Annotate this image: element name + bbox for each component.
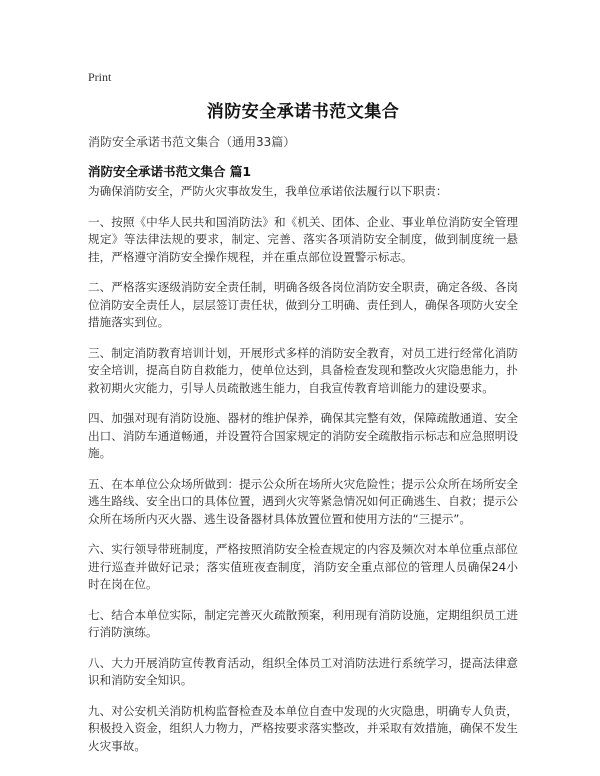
print-link[interactable]: Print [88, 70, 112, 84]
paragraph-item-8: 八、大力开展消防宣传教育活动，组织全体员工对消防法进行系统学习，提高法律意识和消防安全知识。 [88, 655, 518, 687]
paragraph-item-4: 四、加强对现有消防设施、器材的维护保养，确保其完整有效，保障疏散通道、安全出口、消防车通道畅通，并设置符合国家规定的消防安全疏散指示标志和应急照明设施。 [88, 411, 518, 460]
document-body [88, 183, 518, 768]
page-title: 消防安全承诺书范文集合 [206, 102, 400, 122]
paragraph-item-5: 五、在本单位公众场所做到：提示公众所在场所火灾危险性；提示公众所在场所安全逃生路线、安全出口的具体位置，遇到火灾等紧急情况如何正确逃生、自救；提示公众所在场所内灭火器、逃生设备器材具体放置位置和使用方法的“三提示”。 [88, 476, 518, 526]
paragraph-item-9: 九、对公安机关消防机构监督检查及本单位自查中发现的火灾隐患，明确专人负责，积极投入资金，组织人力物力，严格按要求落实整改，并采取有效措施，确保不发生火灾事故。 [88, 703, 518, 753]
intro-paragraph: 为确保消防安全，严防火灾事故发生，我单位承诺依法履行以下职责： [88, 184, 448, 198]
paragraph-item-7: 七、结合本单位实际，制定完善灭火疏散预案，利用现有消防设施，定期组织员工进行消防演练。 [88, 607, 518, 639]
document-subtitle: 消防安全承诺书范文集合（通用33篇） [88, 135, 296, 149]
paragraph-item-1: 一、按照《中华人民共和国消防法》和《机关、团体、企业、事业单位消防安全管理规定》等法律法规的要求，制定、完善、落实各项消防安全制度，做到制度统一悬挂，严格遵守消防安全操作规程，并在重点部位设置警示标志。 [88, 214, 518, 264]
paragraph-item-2: 二、严格落实逐级消防安全责任制，明确各级各岗位消防安全职责，确定各级、各岗位消防安全责任人，层层签订责任状，做到分工明确、责任到人，确保各项防火安全措施落实到位。 [88, 280, 518, 329]
paragraph-item-3: 三、制定消防教育培训计划，开展形式多样的消防安全教育，对员工进行经常化消防安全培训，提高自防自救能力，使单位达到，具备检查发现和整改火灾隐患能力，扑救初期火灾能力，引导人员疏散逃生能力，自我宣传教育培训能力的建设要求。 [88, 345, 518, 395]
paragraph-item-6: 六、实行领导带班制度，严格按照消防安全检查规定的内容及频次对本单位重点部位进行巡查并做好记录；落实值班夜查制度，消防安全重点部位的管理人员确保24小时在岗在位。 [88, 542, 518, 591]
section-heading: 消防安全承诺书范文集合 篇1 [88, 164, 252, 179]
